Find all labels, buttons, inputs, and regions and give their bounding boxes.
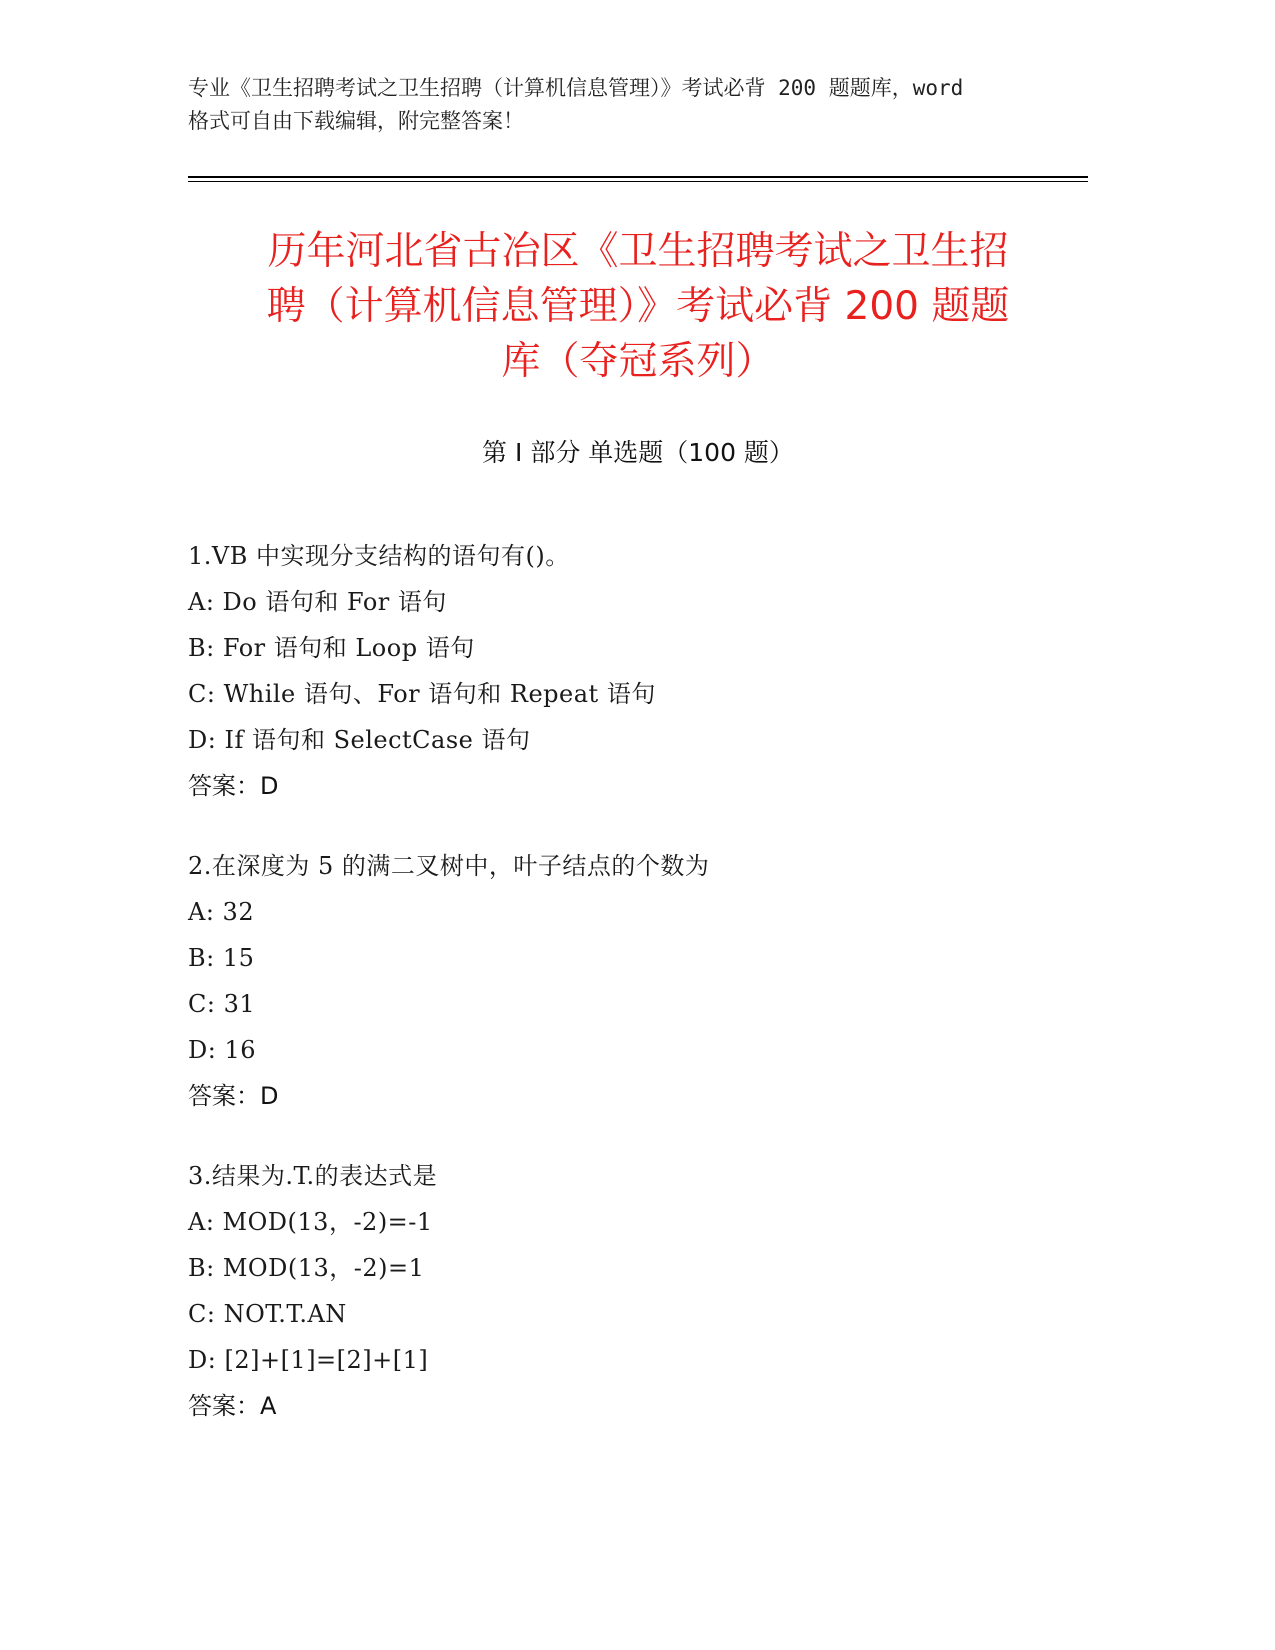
question-item xyxy=(188,533,1088,809)
question-list xyxy=(188,533,1088,1463)
option-d: D: [2]+[1]=[2]+[1] xyxy=(188,1346,429,1374)
header-note-line-2: 格式可自由下载编辑，附完整答案！ xyxy=(188,109,524,133)
option-a: A: MOD(13，-2)=-1 xyxy=(188,1208,433,1236)
answer-line: 答案：D xyxy=(188,1082,279,1110)
question-stem: 2.在深度为 5 的满二叉树中，叶子结点的个数为 xyxy=(188,852,710,880)
title-line-1: 历年河北省古冶区《卫生招聘考试之卫生招 xyxy=(267,229,1009,274)
option-c: C: While 语句、For 语句和 Repeat 语句 xyxy=(188,680,656,708)
question-stem: 3.结果为.T.的表达式是 xyxy=(188,1162,438,1190)
option-d: D: 16 xyxy=(188,1036,256,1064)
title-line-2: 聘（计算机信息管理）》考试必背 200 题题 xyxy=(266,284,1010,329)
question-item xyxy=(188,1153,1088,1429)
option-d: D: If 语句和 SelectCase 语句 xyxy=(188,726,531,754)
title-line-3: 库（夺冠系列） xyxy=(501,339,775,384)
header-note-line-1: 专业《卫生招聘考试之卫生招聘（计算机信息管理）》考试必背 200 题题库，word xyxy=(188,76,964,100)
option-a: A: 32 xyxy=(188,898,255,926)
option-c: C: 31 xyxy=(188,990,256,1018)
question-stem: 1.VB 中实现分支结构的语句有()。 xyxy=(188,542,570,570)
answer-line: 答案：D xyxy=(188,772,279,800)
answer-line: 答案：A xyxy=(188,1392,277,1420)
question-item xyxy=(188,843,1088,1119)
header-rule-thin xyxy=(188,181,1088,182)
option-c: C: NOT.T.AN xyxy=(188,1300,347,1328)
option-b: B: For 语句和 Loop 语句 xyxy=(188,634,475,662)
document-title xyxy=(188,224,1088,389)
option-b: B: 15 xyxy=(188,944,255,972)
option-b: B: MOD(13，-2)=1 xyxy=(188,1254,425,1282)
section-heading: 第 I 部分 单选题（100 题） xyxy=(482,438,794,467)
header-note xyxy=(188,72,1088,138)
header-rule-thick xyxy=(188,176,1088,178)
option-a: A: Do 语句和 For 语句 xyxy=(188,588,447,616)
